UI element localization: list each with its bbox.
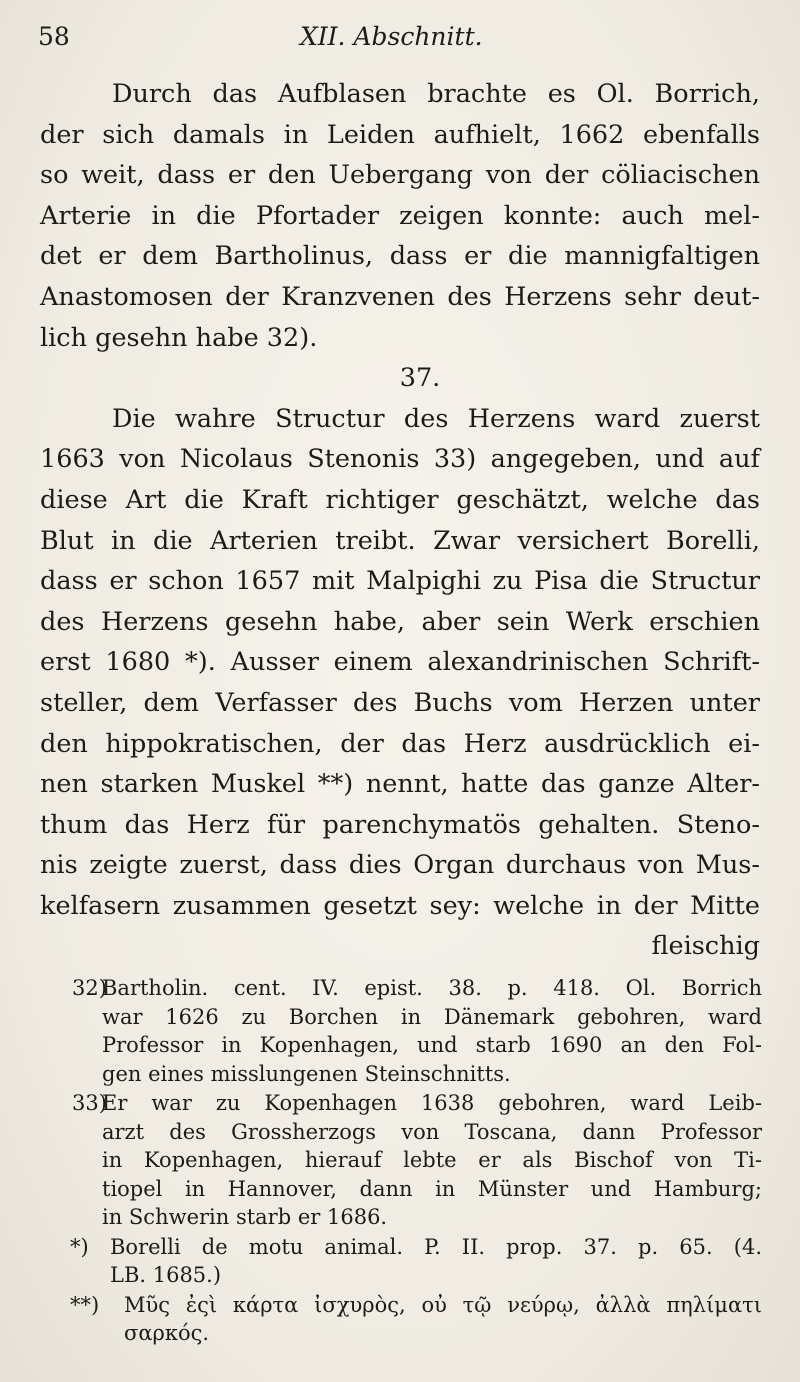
footnote-line: tiopel in Hannover, dann in Münster und Hamburg; (102, 1176, 762, 1201)
footnote-line: in Kopenhagen, hierauf lebte er als Bischof von Ti- (102, 1148, 762, 1172)
text-line: der sich damals in Leiden aufhielt, 1662 ebenfalls (40, 119, 760, 150)
footnote-star (72, 1233, 762, 1290)
footnote-mark: *) (70, 1234, 89, 1259)
footnote-32 (72, 974, 762, 1088)
text-line: des Herzens gesehn habe, aber sein Werk erschien (40, 606, 760, 637)
footnote-double-star (72, 1291, 762, 1348)
footnote-mark: 33) (72, 1091, 107, 1115)
text-line: kelfasern zusammen gesetzt sey: welche in der Mitte (40, 890, 760, 921)
footnote-line: Er war zu Kopenhagen 1638 gebohren, ward Leib- (102, 1091, 762, 1115)
footnote-line: gen eines misslungenen Steinschnitts. (102, 1061, 511, 1086)
section-number: 37. (399, 363, 441, 394)
paragraph-1 (40, 74, 760, 358)
footnote-line: σαρκός. (124, 1321, 210, 1345)
footnote-line: Borelli de motu animal. P. II. prop. 37. p. 65. (4. (110, 1234, 762, 1259)
text-line: nis zeigte zuerst, dass dies Organ durchaus von Mus- (40, 850, 760, 881)
text-line: Anastomosen der Kranzvenen des Herzens sehr deut- (40, 281, 760, 312)
catchword: fleischig (651, 931, 760, 962)
footnote-line: Professor in Kopenhagen, und starb 1690 an den Fol- (102, 1033, 762, 1057)
main-text (40, 74, 760, 967)
text-line: thum das Herz für parenchymatös gehalten. Steno- (40, 809, 760, 840)
text-line: Blut in die Arterien treibt. Zwar versichert Borelli, (40, 525, 760, 556)
text-line: den hippokratischen, der das Herz ausdrücklich ei- (40, 728, 760, 759)
footnote-line: Bartholin. cent. IV. epist. 38. p. 418. Ol. Borrich (102, 976, 762, 1000)
footnote-mark: 32) (72, 976, 107, 1000)
footnote-line: war 1626 zu Borchen in Dänemark gebohren, ward (102, 1004, 762, 1029)
footnote-mark: **) (70, 1292, 100, 1317)
text-line: steller, dem Verfasser des Buchs vom Herzen unter (40, 687, 760, 718)
text-line: nen starken Muskel **) nennt, hatte das ganze Alter- (40, 769, 760, 800)
footnote-line: arzt des Grossherzogs von Toscana, dann Professor (102, 1119, 762, 1144)
text-line: Durch das Aufblasen brachte es Ol. Borrich, (112, 79, 760, 109)
text-line: 1663 von Nicolaus Stenonis 33) angegeben, und auf (40, 444, 760, 475)
text-line: lich gesehn habe 32). (40, 322, 318, 353)
footnote-line: in Schwerin starb er 1686. (102, 1205, 388, 1229)
page-header (38, 18, 760, 58)
text-line: Arterie in die Pfortader zeigen konnte: auch mel- (40, 200, 760, 231)
page-number: 58 (38, 22, 70, 51)
running-head: XII. Abschnitt. (300, 22, 483, 51)
footnotes (72, 974, 762, 1349)
text-line: det er dem Bartholinus, dass er die mannigfaltigen (40, 241, 760, 272)
footnote-33 (72, 1089, 762, 1232)
text-line: dass er schon 1657 mit Malpighi zu Pisa die Structur (40, 566, 760, 597)
paragraph-2 (40, 399, 760, 927)
text-line: so weit, dass er den Uebergang von der cöliacischen (40, 160, 760, 191)
footnote-line: LB. 1685.) (110, 1263, 222, 1287)
text-line: diese Art die Kraft richtiger geschätzt, welche das (40, 484, 760, 515)
text-line: Die wahre Structur des Herzens ward zuerst (112, 403, 760, 434)
footnote-line: Μῦς ἐςὶ κάρτα ἰσχυρὸς, οὐ τῷ νεύρῳ, ἀλλὰ πηλίματι (124, 1292, 762, 1317)
text-line: erst 1680 *). Ausser einem alexandrinischen Schrift- (40, 647, 760, 678)
